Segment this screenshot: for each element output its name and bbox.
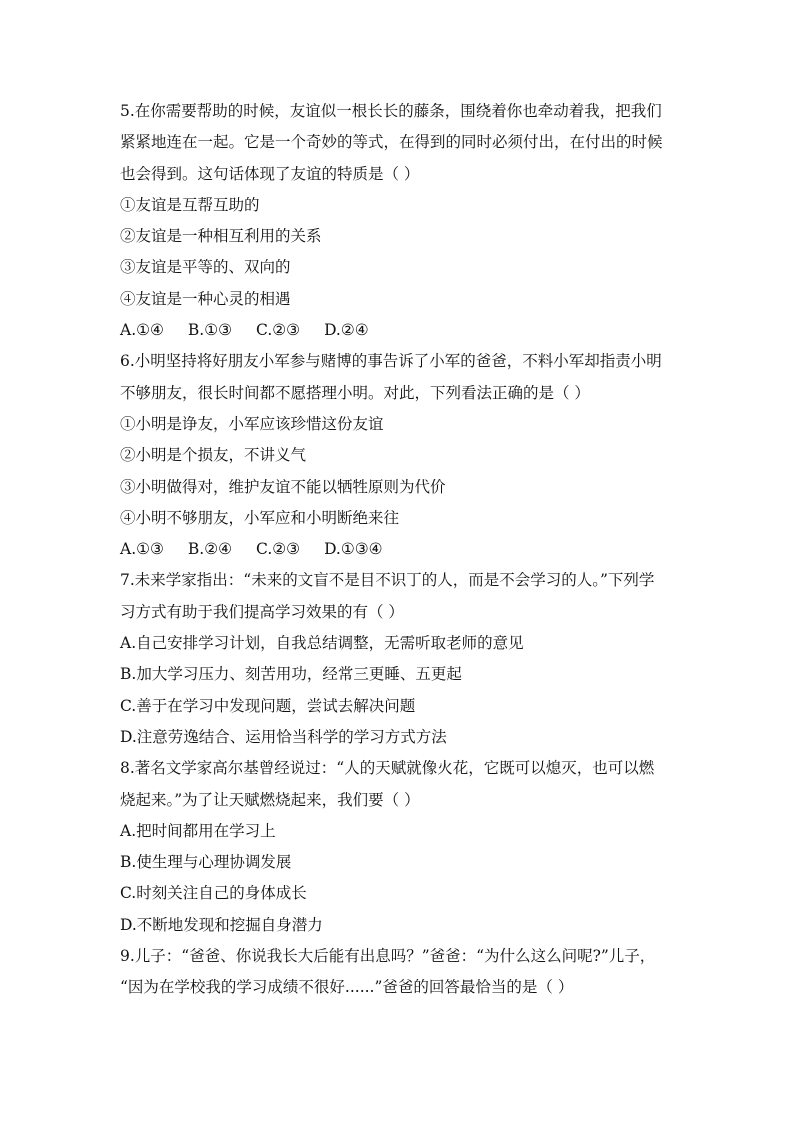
answer-choice-d: D.②④ <box>324 321 369 340</box>
exam-page <box>120 96 680 1004</box>
question-stem-line: 9.儿子：“爸爸、你说我长大后能有出息吗？”爸爸：“为什么这么问呢?”儿子， <box>120 947 656 966</box>
answer-choices <box>120 534 680 565</box>
answer-option-c: C.善于在学习中发现问题，尝试去解决问题 <box>120 696 416 715</box>
question-8 <box>120 753 680 941</box>
question-stem-line: 不够朋友，很长时间都不愿搭理小明。对此，下列看法正确的是（ ） <box>120 383 590 402</box>
answer-option-b: B.使生理与心理协调发展 <box>120 853 292 872</box>
answer-option-a: A.把时间都用在学习上 <box>120 821 276 840</box>
question-5 <box>120 96 680 346</box>
question-stem-line: 烧起来。”为了让天赋燃烧起来，我们要（ ） <box>120 790 420 809</box>
question-stem-line: 5.在你需要帮助的时候，友谊似一根长长的藤条，围绕着你也牵动着我，把我们 <box>120 102 662 120</box>
statement-option: ②小明是个损友，不讲义气 <box>120 446 307 465</box>
answer-choices <box>120 315 680 346</box>
question-stem-line: 紧紧地连在一起。它是一个奇妙的等式，在得到的同时必须付出，在付出的时候 <box>120 133 663 152</box>
question-stem-line: 6.小明坚持将好朋友小军参与赌博的事告诉了小军的爸爸，不料小军却指责小明 <box>120 352 662 371</box>
question-stem-line: “因为在学校我的学习成绩不很好......”爸爸的回答最恰当的是（ ） <box>120 978 574 997</box>
question-7 <box>120 565 680 753</box>
statement-option: ③小明做得对，维护友谊不能以牺牲原则为代价 <box>120 477 446 496</box>
question-stem-line: 8.著名文学家高尔基曾经说过：“人的天赋就像火花，它既可以熄灭，也可以燃 <box>120 759 655 778</box>
question-stem-line: 也会得到。这句话体现了友谊的特质是（ ） <box>120 164 420 183</box>
answer-option-d: D.不断地发现和挖掘自身潜力 <box>120 915 323 934</box>
answer-option-a: A.自己安排学习计划，自我总结调整，无需听取老师的意见 <box>120 634 524 653</box>
answer-choice-b: B.①③ <box>187 321 233 340</box>
answer-option-c: C.时刻关注自己的身体成长 <box>120 884 307 903</box>
answer-choice-b: B.②④ <box>187 540 233 559</box>
answer-choice-a: A.①④ <box>120 321 164 340</box>
statement-option: ④友谊是一种心灵的相遇 <box>120 289 291 308</box>
answer-choice-d: D.①③④ <box>324 540 383 559</box>
statement-option: ①友谊是互帮互助的 <box>120 195 260 214</box>
statement-option: ④小明不够朋友，小军应和小明断绝来往 <box>120 508 400 527</box>
answer-choice-c: C.②③ <box>256 540 301 559</box>
answer-option-b: B.加大学习压力、刻苦用功，经常三更睡、五更起 <box>120 665 462 684</box>
question-stem-line: 7.未来学家指出：“未来的文盲不是目不识丁的人，而是不会学习的人。”下列学 <box>120 571 655 590</box>
statement-option: ①小明是诤友，小军应该珍惜这份友谊 <box>120 414 384 433</box>
question-9 <box>120 941 680 1004</box>
answer-option-d: D.注意劳逸结合、运用恰当科学的学习方式方法 <box>120 727 447 746</box>
question-6 <box>120 346 680 565</box>
question-stem-line: 习方式有助于我们提高学习效果的有（ ） <box>120 602 404 621</box>
statement-option: ③友谊是平等的、双向的 <box>120 258 291 277</box>
answer-choice-a: A.①③ <box>120 540 164 559</box>
answer-choice-c: C.②③ <box>256 321 301 340</box>
statement-option: ②友谊是一种相互利用的关系 <box>120 227 322 246</box>
